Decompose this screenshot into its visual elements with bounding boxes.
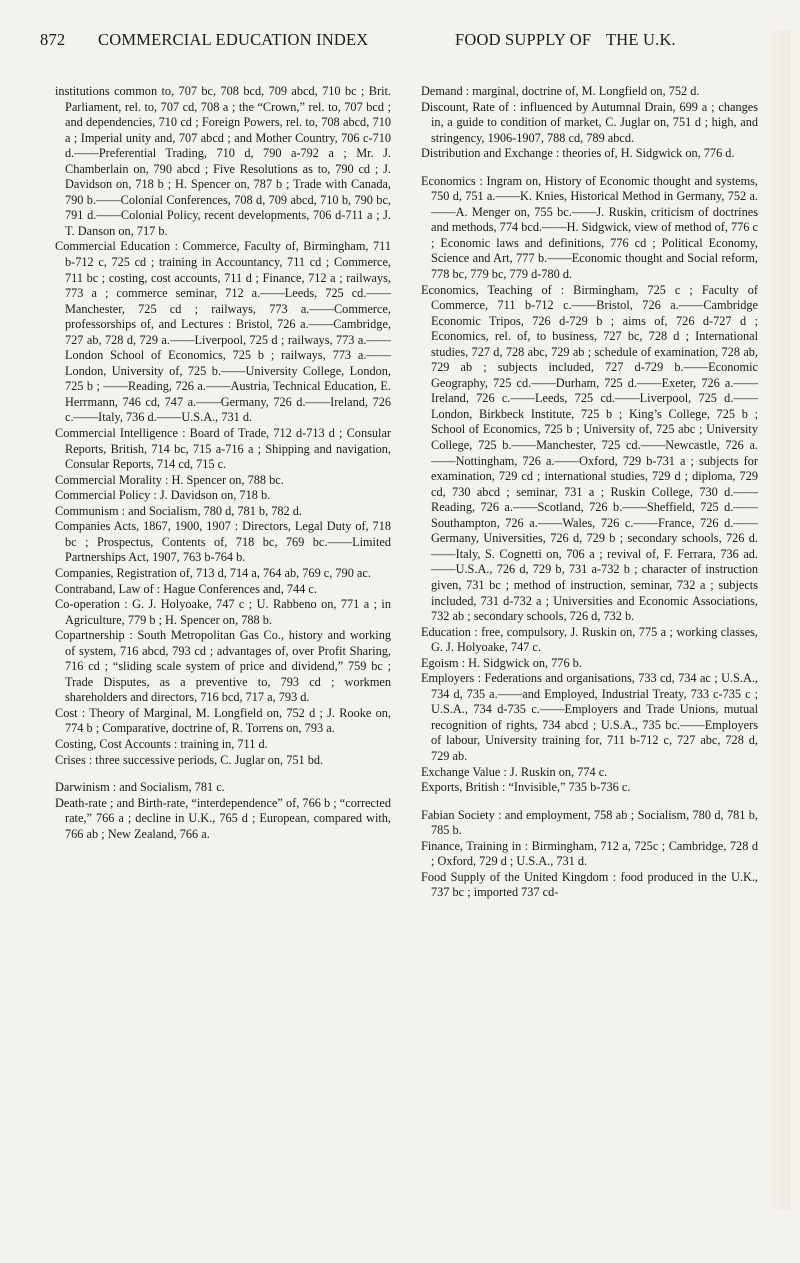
- index-entry-communism: Communism : and Socialism, 780 d, 781 b, 782 d.: [55, 503, 302, 518]
- index-entry-crises: Crises : three successive periods, C. Juglar on, 751 bd.: [55, 752, 324, 767]
- index-entry-commercial-morality: Commercial Morality : H. Spencer on, 788 bc.: [55, 472, 284, 487]
- index-entry-fabian-society: Fabian Society : and employment, 758 ab ; Socialism, 780 d, 781 b, 785 b.: [421, 807, 758, 838]
- index-entry-commercial-education: Commercial Education : Commerce, Faculty of, Birmingham, 711 b-712 c, 725 cd ; training in Accountancy, 711 cd ; Commerce, 711 bc ; costing, cost accounts, 711 d ; Finance, 712 a ; railways, 773 a ; commerce seminar, 712 a.——Leeds, 725 cd.——Manchester, 725 cd ; railways, 773 a.——Commerce, professorships of, and Lectures : Bristol, 726 a.——Cambridge, 727 ab, 728 d, 729 a.——Liverpool, 725 d ; railways, 773 a.——London School of Economics, 725 b ; railways, 773 a.——London, University of, 725 b.——University College, London, 725 b ; ——Reading, 726 a.——Austria, Technical Education, E. Herrmann, 746 cd, 747 a.——Germany, 726 d.——Ireland, 726 c.——Italy, 736 d.——U.S.A., 731 d.: [55, 239, 391, 425]
- index-entry-contraband: Contraband, Law of : Hague Conferences and, 744 c.: [55, 581, 317, 596]
- header-title-mid: FOOD SUPPLY OF: [455, 30, 592, 49]
- index-entry-egoism: Egoism : H. Sidgwick on, 776 b.: [421, 655, 582, 670]
- index-entry-death-rate: Death-rate ; and Birth-rate, “interdependence” of, 766 b ; “corrected rate,” 766 a ; decline in U.K., 765 d ; European, compared with, 766 ab ; New Zealand, 766 a.: [55, 795, 391, 841]
- index-entry-exports: Exports, British : “Invisible,” 735 b-736 c.: [421, 780, 631, 795]
- index-entry-costing: Costing, Cost Accounts : training in, 711 d.: [55, 736, 268, 751]
- index-entry-continued: institutions common to, 707 bc, 708 bcd, 709 abcd, 710 bc ; Brit. Parliament, rel. to, 707 cd, 708 a ; the “Crown,” rel. to, 707 bcd ; and dependencies, 710 cd ; Foreign Powers, rel. to, 708 abcd, 710 a ; Imperial unity and, 707 abcd ; and Mother Country, 706 c-710 d.——Preferential Trading, 710 d, 790 a-792 a ; Mr. J. Chamberlain on, 790 abcd ; Five Resolutions as to, 790 cd ; J. Davidson on, 718 b ; H. Spencer on, 787 b ; Trade with Canada, 790 b.——Colonial Conferences, 708 d, 709 abcd, 710 b, 790 bc, 791 d.——Colonial Policy, recent developments, 706 d-711 a ; J. T. Danson on, 717 b.: [55, 84, 391, 238]
- index-entry-employers: Employers : Federations and organisations, 733 cd, 734 ac ; U.S.A., 734 d, 735 a.——and Employed, Industrial Treaty, 733 c-735 c ; U.S.A., 734 d-735 c.——Employers and Trade Unions, mutual recognition of rights, 734 abcd ; U.S.A., 735 bc.——Employers of labour, University training for, 711 b-712 c, 727 abc, 728 d, 729 ab.: [421, 671, 758, 763]
- index-entry-discount: Discount, Rate of : influenced by Autumnal Drain, 699 a ; changes in, a guide to condition of market, C. Juglar on, 751 d ; high, and stringency, 1906-1907, 788 cd, 789 abcd.: [421, 99, 758, 145]
- index-entry-co-operation: Co-operation : G. J. Holyoake, 747 c ; U. Rabbeno on, 771 a ; in Agriculture, 779 b ; H. Spencer on, 788 b.: [55, 597, 391, 627]
- page-edge-shading: [768, 30, 790, 1210]
- index-entry-commercial-policy: Commercial Policy : J. Davidson on, 718 b.: [55, 488, 271, 503]
- header-title-right: THE U.K.: [606, 30, 676, 49]
- index-entry-darwinism: Darwinism : and Socialism, 781 c.: [55, 780, 225, 795]
- index-entry-education: Education : free, compulsory, J. Ruskin on, 775 a ; working classes, G. J. Holyoake, 747 c.: [421, 624, 758, 655]
- page-number: 872: [40, 30, 66, 49]
- index-entry-economics: Economics : Ingram on, History of Economic thought and systems, 750 d, 751 a.——K. Knies, Historical Method in Germany, 752 a.——A. Menger on, 755 bc.——J. Ruskin, criticism of doctrines and methods, 774 bcd.——H. Sidgwick, view of method of, 776 c ; Economic laws and definitions, 776 cd ; Political Economy, Science and Art, 777 b.——Economic thought and Social reform, 778 bc, 779 bc, 779 d-780 d.: [421, 173, 758, 282]
- index-entry-food-supply: Food Supply of the United Kingdom : food produced in the U.K., 737 bc ; imported 737 cd-: [421, 869, 758, 900]
- index-entry-companies-registration: Companies, Registration of, 713 d, 714 a, 764 ab, 769 c, 790 ac.: [55, 565, 371, 580]
- left-index-column: [55, 84, 391, 842]
- index-entry-economics-teaching: Economics, Teaching of : Birmingham, 725 c ; Faculty of Commerce, 711 b-712 c.——Bristol, 726 a.——Cambridge Economic Tripos, 726 d-729 b ; aims of, 726 d-727 d ; Economics, rel. of, to business, 727 bc, 728 d ; International studies, 727 d, 728 abc, 729 ab ; schedule of examination, 728 ab, 729 ab ; subjects included, 727 d-729 b.——Economic Geography, 725 cd.——Durham, 725 d.——Exeter, 726 a.——Ireland, 726 c.——Leeds, 725 cd.——Liverpool, 725 d.——London, Birkbeck Institute, 725 b ; King’s College, 725 b ; School of Economics, 725 b ; University of, 725 abc ; University College, 725 b.——Manchester, 725 cd.——Newcastle, 726 a.——Nottingham, 726 a.——Oxford, 729 b-731 a ; subjects for examination, 729 cd ; international studies, 729 d ; diploma, 729 cd, 730 abcd ; seminar, 731 a ; Ruskin College, 730 d.——Reading, 726 a.——Scotland, 726 b.——Sheffield, 725 d.——Southampton, 726 a.——Wales, 726 c.——France, 726 d.——Germany, Universities, 726 d, 729 b ; secondary schools, 726 d.——Italy, S. Cognetti on, 706 a ; revival of, F. Ferrara, 736 ad.——U.S.A., 726 d, 729 b, 731 a-732 b ; character of instruction given, 731 bc ; method of instruction, seminar, 732 a ; subjects included, 731 d-732 a ; Universities and Economic Associations, 732 ab ; secondary schools, 726 d, 732 b.: [421, 282, 758, 624]
- header-title-left: COMMERCIAL EDUCATION INDEX: [98, 30, 369, 49]
- index-entry-commercial-intelligence: Commercial Intelligence : Board of Trade, 712 d-713 d ; Consular Reports, British, 714 bc, 715 a-716 a ; Shipping and navigation, Consular Reports, 714 cd, 715 c.: [55, 426, 391, 472]
- index-entry-companies-acts: Companies Acts, 1867, 1900, 1907 : Directors, Legal Duty of, 718 bc ; Prospectus, Contents of, 718 bc, 769 bc.——Limited Partnerships Act, 1907, 763 b-764 b.: [55, 519, 391, 565]
- index-entry-distribution: Distribution and Exchange : theories of, H. Sidgwick on, 776 d.: [421, 146, 735, 161]
- index-entry-cost: Cost : Theory of Marginal, M. Longfield on, 752 d ; J. Rooke on, 774 b ; Comparative, doctrine of, R. Torrens on, 793 a.: [55, 705, 391, 736]
- index-entry-demand: Demand : marginal, doctrine of, M. Longfield on, 752 d.: [421, 84, 700, 98]
- index-entry-exchange-value: Exchange Value : J. Ruskin on, 774 c.: [421, 764, 608, 779]
- right-index-column: [421, 84, 758, 901]
- index-entry-finance: Finance, Training in : Birmingham, 712 a, 725c ; Cambridge, 728 d ; Oxford, 729 d ; U.S.A., 731 d.: [421, 838, 758, 869]
- index-entry-copartnership: Copartnership : South Metropolitan Gas Co., history and working of system, 716 abcd, 793 cd ; advantages of, over Profit Sharing, 716 cd ; “sliding scale system of price and dividend,” 759 bc ; Trade Disputes, as a preventive to, 793 cd ; workmen shareholders and directors, 716 bcd, 717 a, 793 d.: [55, 628, 391, 705]
